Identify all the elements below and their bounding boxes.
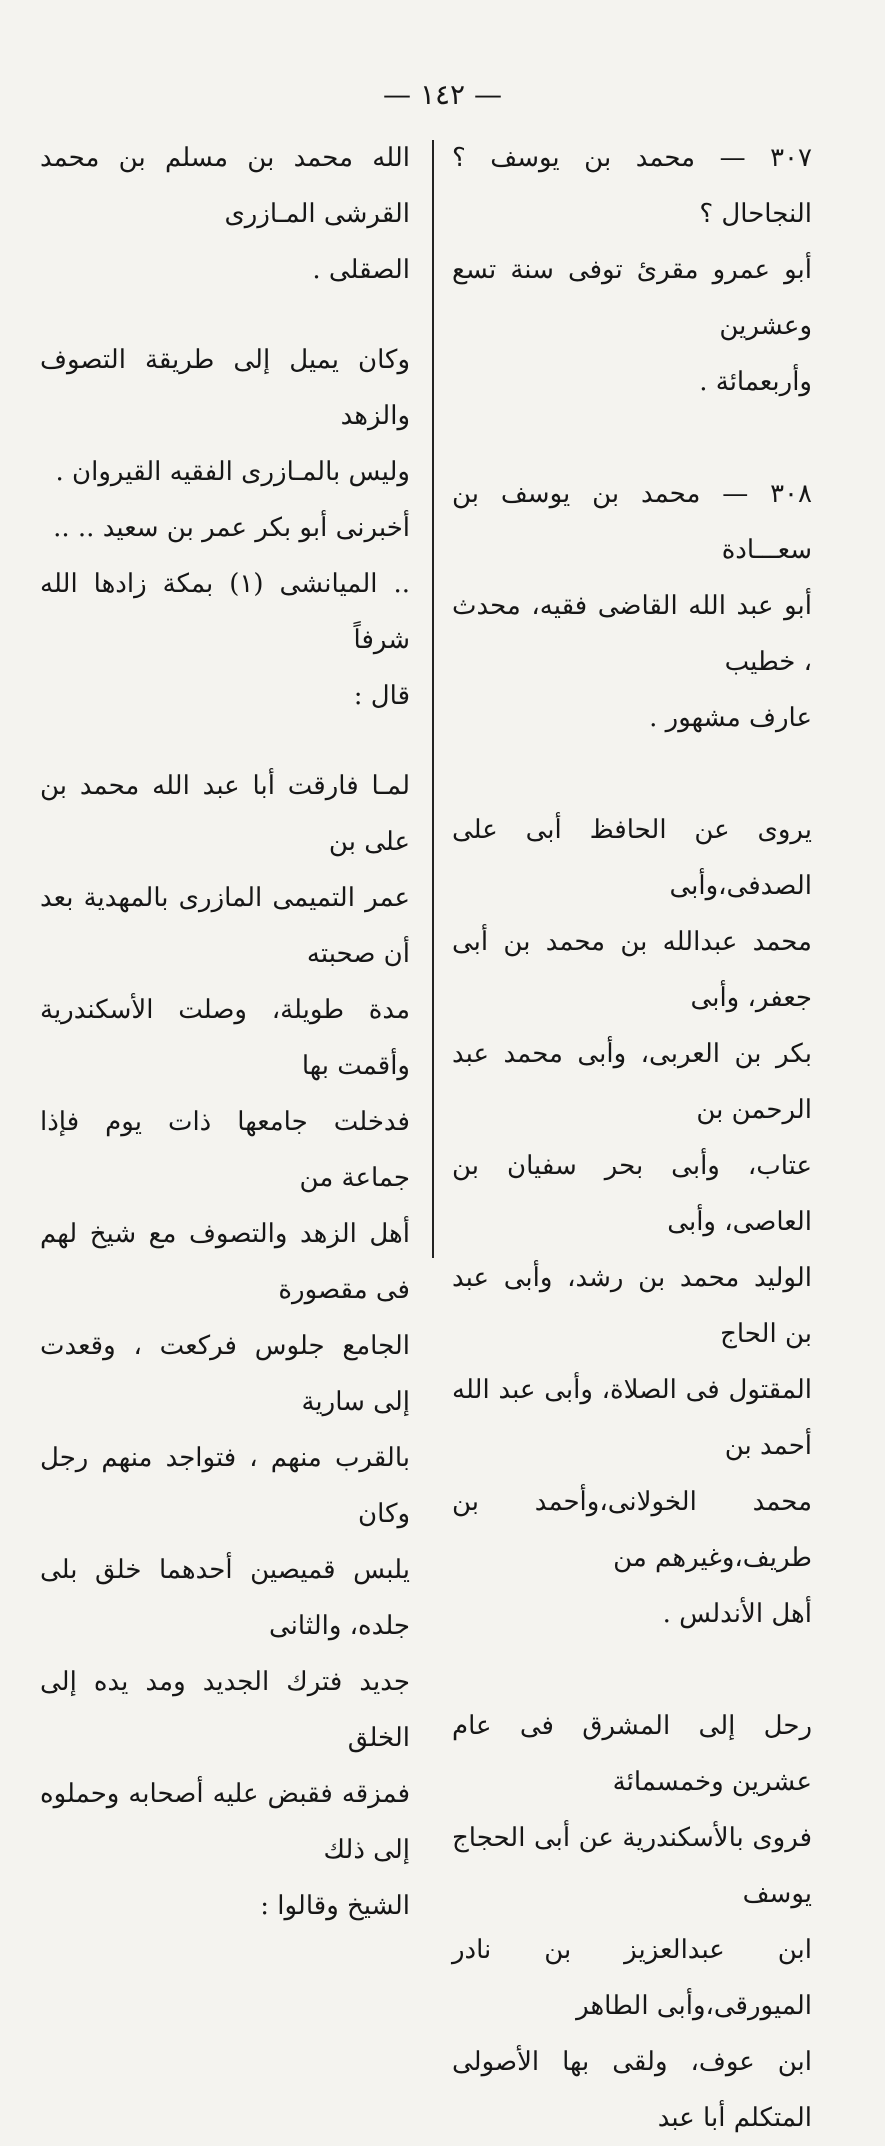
text-line: رحل إلى المشرق فى عام عشرين وخمسمائة [452, 1711, 812, 1797]
text-line: يروى عن الحافظ أبى على الصدفى،وأبى [452, 815, 812, 901]
paragraph [40, 332, 410, 724]
text-line: محمد الخولانى،وأحمد بن طريف،وغيرهم من [452, 1487, 812, 1573]
text-line: ٣٠٨ — محمد بن يوسف بن سعـــادة [452, 479, 812, 565]
text-line: الوليد محمد بن رشد، وأبى عبد بن الحاج [452, 1263, 812, 1349]
text-line: لمـا فارقت أبا عبد الله محمد بن على بن [40, 771, 410, 857]
text-line: أهل الزهد والتصوف مع شيخ لهم فى مقصورة [40, 1219, 410, 1305]
text-line: بكر بن العربى، وأبى محمد عبد الرحمن بن [452, 1039, 812, 1125]
text-line: .. الميانشى (١) بمكة زادها الله شرفاً [40, 569, 410, 655]
text-line: قال : [353, 681, 410, 711]
text-line: فمزقه فقبض عليه أصحابه وحملوه إلى ذلك [40, 1779, 410, 1865]
text-line: أهل الأندلس . [662, 1599, 812, 1629]
paragraph-gap [452, 746, 812, 802]
text-line: وأربعمائة . [699, 367, 812, 397]
paragraph-gap [40, 298, 410, 332]
paragraph [40, 130, 410, 298]
text-line: أبو عمرو مقرئ توفى سنة تسع وعشرين [452, 255, 812, 341]
page-number: — ١٤٢ — [383, 78, 502, 111]
text-line: الشيخ وقالوا : [260, 1891, 410, 1921]
column-divider [432, 140, 434, 1258]
text-line: أخبرنى أبو بكر عمر بن سعيد .. .. [53, 513, 410, 543]
text-line: محمد عبدالله بن محمد بن أبى جعفر، وأبى [452, 927, 812, 1013]
text-line: ابن عبدالعزيز بن نادر الميورقى،وأبى الطاهر [452, 1935, 812, 2021]
text-line: ابن عوف، ولقى بها الأصولى المتكلم أبا عبد [452, 2047, 812, 2133]
text-line: يلبس قميصين أحدهما خلق بلى جلده، والثانى [40, 1555, 410, 1641]
text-line: وليس بالمـازرى الفقيه القيروان . [55, 457, 410, 487]
biographical-entry [452, 466, 812, 746]
paragraph-gap [40, 724, 410, 758]
text-line: الصقلى . [312, 255, 410, 285]
text-line: فدخلت جامعها ذات يوم فإذا جماعة من [40, 1107, 410, 1193]
paragraph [452, 802, 812, 1642]
text-line: ٣٠٧ — محمد بن يوسف ؟ النجاحال ؟ [452, 143, 812, 229]
text-line: الله محمد بن مسلم بن محمد القرشى المـازرى [40, 143, 410, 229]
text-line: الجامع جلوس فركعت ، وقعدت إلى سارية [40, 1331, 410, 1417]
text-line: جديد فترك الجديد ومد يده إلى الخلق [40, 1667, 410, 1753]
left-column [40, 130, 410, 1934]
text-line: عارف مشهور . [649, 703, 812, 733]
paragraph-gap [452, 410, 812, 466]
right-column [452, 130, 812, 2146]
text-line: فروى بالأسكندرية عن أبى الحجاج يوسف [452, 1823, 812, 1909]
paragraph [452, 1698, 812, 2146]
text-line: عمر التميمى المازرى بالمهدية بعد أن صحبته [40, 883, 410, 969]
text-line: مدة طويلة، وصلت الأسكندرية وأقمت بها [40, 995, 410, 1081]
text-line: وكان يميل إلى طريقة التصوف والزهد [40, 345, 410, 431]
biographical-entry [452, 130, 812, 410]
paragraph-gap [452, 1642, 812, 1698]
text-line: المقتول فى الصلاة، وأبى عبد الله أحمد بن [452, 1375, 812, 1461]
text-line: بالقرب منهم ، فتواجد منهم رجل وكان [40, 1443, 410, 1529]
paragraph [40, 758, 410, 1934]
text-line: أبو عبد الله القاضى فقيه، محدث ، خطيب [452, 591, 812, 677]
text-line: عتاب، وأبى بحر سفيان بن العاصى، وأبى [452, 1151, 812, 1237]
